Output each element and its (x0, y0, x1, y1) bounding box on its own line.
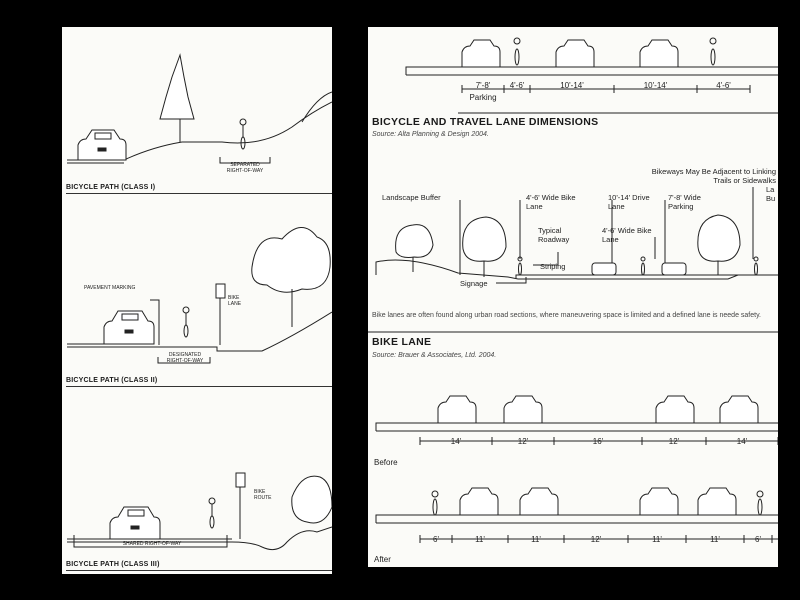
top-cyclist-1-icon (514, 38, 520, 65)
class1-tree-icon (160, 55, 194, 142)
top-parking-label: Parking (469, 93, 497, 102)
after-label: After (374, 555, 391, 564)
class3-cyclist-icon (209, 498, 215, 528)
section-tree-2-icon (463, 217, 506, 277)
after-cyclist-1-icon (432, 491, 438, 515)
class2-cyclist-icon (183, 307, 189, 337)
class1-divider (66, 193, 332, 194)
before-road (376, 423, 778, 431)
bikeways-label: Bikeways May Be Adjacent to Linking Trails or Sidewalks (651, 167, 776, 185)
class2-sign-icon (216, 284, 225, 345)
class1-cyclist-icon (240, 119, 246, 149)
top-car-1-icon (462, 40, 500, 67)
section1-source: Source: Alta Planning & Design 2004. (372, 131, 489, 138)
class3-tree-icon (292, 476, 332, 523)
after-cyclist-2-icon (757, 491, 763, 515)
class2-pavement-label: PAVEMENT MARKING (84, 285, 136, 291)
section-car-1-icon (592, 263, 616, 275)
cut-off-label: La Bu (766, 185, 776, 203)
after-car-2-icon (520, 488, 558, 515)
class2-sign-label: BIKE LANE (228, 295, 242, 307)
top-road-surface (406, 67, 778, 75)
class2-tree-icon (252, 227, 330, 327)
class2-row-label: DESIGNATED RIGHT-OF-WAY (166, 352, 204, 364)
left-page (62, 27, 332, 574)
section-caption: Bike lanes are often found along urban road sections, where maneuvering space is limited and a defined lane is neede safety. (372, 312, 762, 319)
class1-title: BICYCLE PATH (CLASS I) (66, 184, 156, 191)
after-dim-7: 6' (755, 535, 761, 544)
drive-lane-label: 10'-14' Drive Lane (608, 193, 650, 211)
section2-title: BIKE LANE (372, 336, 432, 348)
after-dim-6: 11' (710, 535, 720, 544)
section-cyclist-1-icon (518, 257, 522, 275)
class3-title: BICYCLE PATH (CLASS III) (66, 561, 160, 568)
class2-divider (66, 386, 332, 387)
class3-car-icon (110, 507, 160, 539)
class3-row-label: SHARED RIGHT-OF-WAY (122, 541, 182, 547)
top-dim-bike-2: 4'-6' (716, 81, 731, 90)
striping-label: Striping (540, 262, 566, 271)
after-road (376, 515, 778, 523)
signage-label: Signage (460, 279, 488, 288)
after-car-4-icon (698, 488, 736, 515)
landscape-buffer-label: Landscape Buffer (382, 193, 441, 202)
class1-car-icon (78, 130, 126, 160)
section-cyclist-3-icon (754, 257, 758, 275)
top-car-3-icon (640, 40, 678, 67)
before-dim-5: 14' (736, 437, 748, 446)
section1-title: BICYCLE AND TRAVEL LANE DIMENSIONS (372, 116, 599, 128)
before-dim-3: 16' (592, 437, 604, 446)
after-dim-1: 6' (433, 535, 439, 544)
class3-divider (66, 570, 332, 571)
section-car-2-icon (662, 263, 686, 275)
top-cyclist-2-icon (710, 38, 716, 65)
class3-sign-icon (236, 473, 245, 539)
before-car-3-icon (656, 396, 694, 423)
after-dim-2: 11' (475, 535, 485, 544)
class2-title: BICYCLE PATH (CLASS II) (66, 377, 158, 384)
before-car-4-icon (720, 396, 758, 423)
typical-roadway-label: Typical Roadway (538, 226, 570, 244)
top-dim-bike-1: 4'-6' (509, 81, 525, 90)
bike-lane-b-label: 4'-6' Wide Bike Lane (602, 226, 652, 244)
before-car-2-icon (504, 396, 542, 423)
right-page-illustrations (368, 27, 778, 567)
before-dim-2: 12' (517, 437, 529, 446)
class3-sign-label: BIKE ROUTE (254, 489, 272, 501)
section-cyclist-2-icon (641, 257, 645, 275)
after-dim-4: 12' (590, 535, 602, 544)
before-dim-1: 14' (450, 437, 462, 446)
top-dim-lane-2: 10'-14' (643, 81, 668, 90)
right-page (368, 27, 778, 567)
top-dim-lane-1: 10'-14' (560, 81, 584, 90)
class2-car-icon (104, 311, 154, 344)
parking-label: 7'-8' Wide Parking (668, 193, 701, 211)
after-car-3-icon (640, 488, 678, 515)
after-car-1-icon (460, 488, 498, 515)
before-car-1-icon (438, 396, 476, 423)
top-dim-parking: 7'-8' (475, 81, 491, 90)
left-page-illustrations (62, 27, 332, 574)
section-tree-3-icon (698, 215, 740, 275)
before-label: Before (374, 458, 398, 467)
section2-source: Source: Brauer & Associates, Ltd. 2004. (372, 352, 497, 359)
section-tree-1-icon (396, 225, 433, 272)
top-car-2-icon (556, 40, 594, 67)
class1-row-label: SEPARATED RIGHT-OF-WAY (226, 162, 264, 174)
after-dim-3: 11' (531, 535, 541, 544)
bike-lane-label: 4'-6' Wide Bike Lane (526, 193, 576, 211)
before-dim-4: 12' (668, 437, 680, 446)
after-dim-5: 11' (652, 535, 662, 544)
